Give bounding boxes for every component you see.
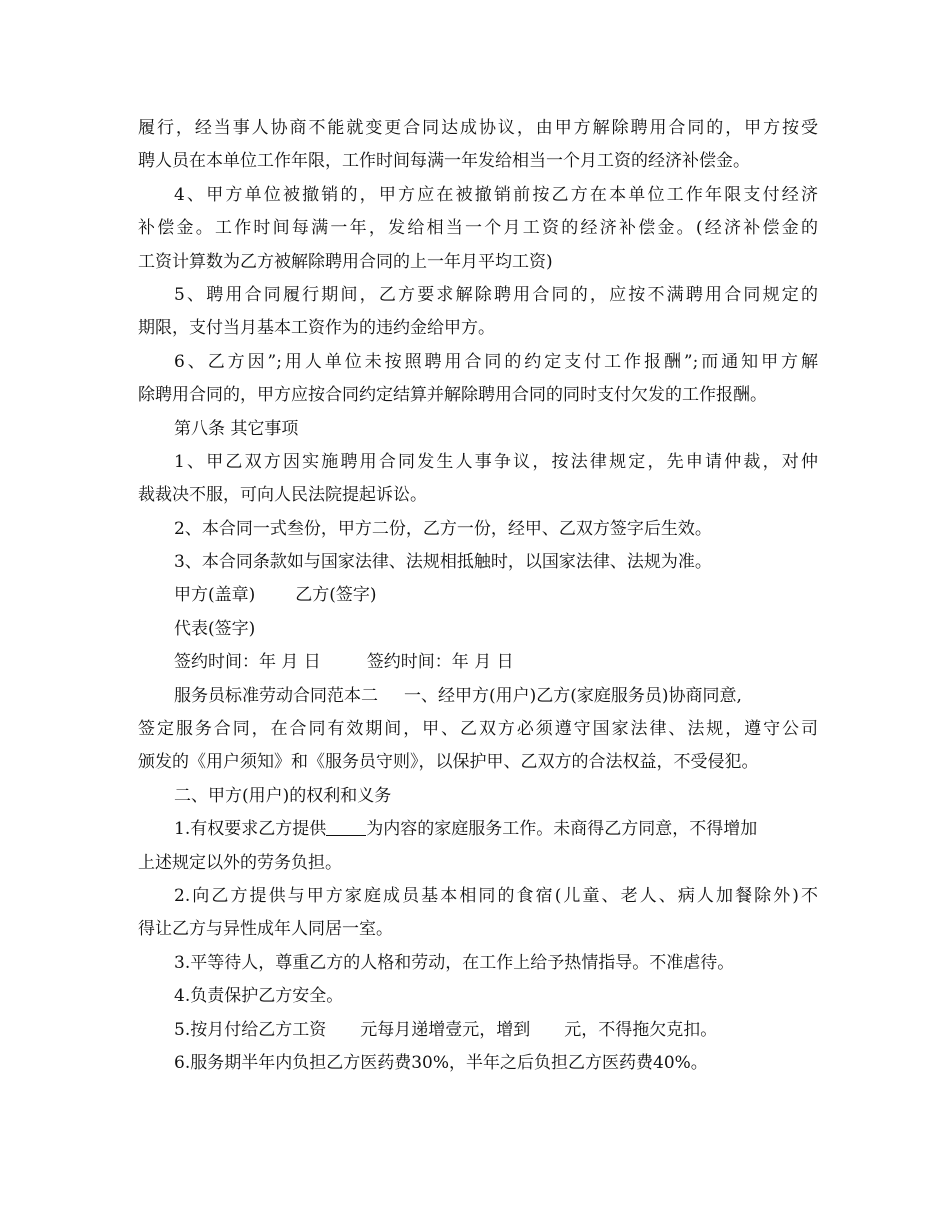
duty-5-text-b: 元每月递增壹元，增到	[360, 1019, 531, 1040]
template-two-clause-1: 一、经甲方(用户)乙方(家庭服务员)协商同意,	[404, 685, 742, 706]
paragraph-line: 工资计算数为乙方被解除聘用合同的上一年月平均工资)	[138, 251, 553, 272]
signing-date-a: 签约时间：年 月 日	[174, 652, 321, 673]
duty-5-text-c: 元，不得拖欠克扣。	[564, 1019, 718, 1040]
paragraph-line: 除聘用合同的，甲方应按合同约定结算并解除聘用合同的同时支付欠发的工作报酬。	[138, 385, 767, 406]
party-a-seal-label: 甲方(盖章)	[174, 585, 256, 606]
section-heading: 二、甲方(用户)的权利和义务	[174, 785, 392, 806]
fill-in-blank	[326, 819, 366, 836]
paragraph-line: 得让乙方与异性成年人同居一室。	[138, 919, 393, 940]
paragraph-line: 履行，经当事人协商不能就变更合同达成协议，由甲方解除聘用合同的，甲方按受	[138, 118, 818, 138]
duty-1-text-end: 为内容的家庭服务工作。未商得乙方同意，不得增加	[366, 819, 758, 840]
paragraph-line: 聘人员在本单位工作年限，工作时间每满一年发给相当一个月工资的经济补偿金。	[138, 151, 750, 172]
paragraph-line: 颁发的《用户须知》和《服务员守则》，以保护甲、乙双方的合法权益，不受侵犯。	[138, 752, 759, 773]
party-b-sign-label: 乙方(签字)	[295, 585, 377, 606]
duty-5-line	[138, 1014, 818, 1047]
paragraph-line: 期限，支付当月基本工资作为的违约金给甲方。	[138, 318, 495, 339]
signing-date-row	[138, 646, 818, 679]
representative-label: 代表(签字)	[174, 618, 256, 639]
paragraph-line: 上述规定以外的劳务负担。	[138, 852, 342, 873]
duty-1-line	[138, 813, 818, 846]
section-heading: 第八条 其它事项	[174, 418, 299, 439]
duty-4-line: 4.负责保护乙方安全。	[174, 986, 344, 1007]
document-body	[138, 112, 818, 1080]
duty-1-text-start: 1.有权要求乙方提供	[174, 819, 327, 840]
paragraph-line: 签定服务合同，在合同有效期间，甲、乙双方必须遵守国家法律、法规，遵守公司	[138, 719, 818, 740]
clause-1-line: 1、甲乙双方因实施聘用合同发生人事争议，按法律规定，先申请仲裁，对仲	[174, 451, 818, 472]
duty-3-line: 3.平等待人，尊重乙方的人格和劳动，在工作上给予热情指导。不准虐待。	[174, 952, 735, 973]
clause-4-line: 4、甲方单位被撤销的，甲方应在被撤销前按乙方在本单位工作年限支付经济	[174, 184, 818, 205]
paragraph-line: 补偿金。工作时间每满一年，发给相当一个月工资的经济补偿金。(经济补偿金的	[138, 218, 818, 239]
signing-date-b: 签约时间：年 月 日	[366, 652, 514, 673]
clause-3-line: 3、本合同条款如与国家法律、法规相抵触时，以国家法律、法规为准。	[174, 552, 712, 573]
clause-6-line: 6、乙方因”;用人单位未按照聘用合同的约定支付工作报酬”;而通知甲方解	[174, 351, 818, 372]
clause-2-line: 2、本合同一式叁份，甲方二份，乙方一份，经甲、乙双方签字后生效。	[174, 518, 712, 539]
clause-5-line: 5、聘用合同履行期间，乙方要求解除聘用合同的，应按不满聘用合同规定的	[174, 284, 818, 305]
template-two-heading-row	[138, 680, 818, 713]
duty-2-line: 2.向乙方提供与甲方家庭成员基本相同的食宿(儿童、老人、病人加餐除外)不	[174, 885, 818, 906]
paragraph-line: 裁裁决不服，可向人民法院提起诉讼。	[138, 485, 427, 506]
template-two-title: 服务员标准劳动合同范本二	[174, 685, 378, 706]
signature-row	[138, 579, 818, 612]
duty-6-line: 6.服务期半年内负担乙方医药费30%，半年之后负担乙方医药费40%。	[174, 1052, 708, 1073]
duty-5-text-a: 5.按月付给乙方工资	[174, 1019, 327, 1040]
